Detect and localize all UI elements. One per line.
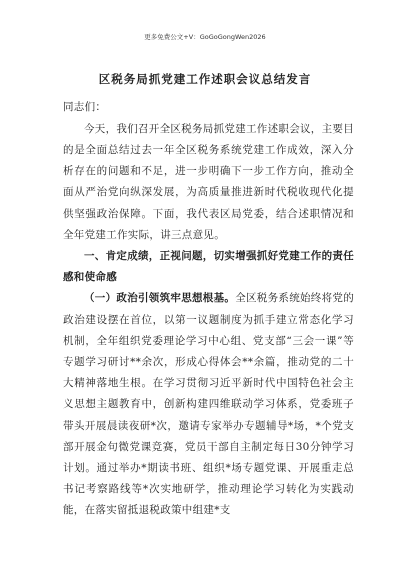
subsection-body: 全区税务系统始终将党的政治建设摆在首位，以第一议题制度为抓手建立常态化学习机制，全年组织党委理论学习中心组、党支部“三会一课”等专题学习研讨**余次，形成心得体会**余篇，推动党的二十大精神落地生根。在学习贯彻习近平新时代中国特色社会主义思想主题教育中，创新构建四维联动学习体系，党委班子带头开展晨读夜研*次，邀请专家举办专题辅导*场，*个党支部开展金句微党课竞赛，党员干部自主制定每日30分钟学习计划。通过举办*期读书班、组织*场专题党课、开展重走总书记考察路线等*次实地研学，推动理论学习转化为实践动能，在落实留抵退税政策中组建*支	[63, 292, 355, 517]
document-title: 区税务局抓党建工作述职会议总结发言	[98, 72, 312, 86]
subsection-lead: （一）政治引领筑牢思想根基。	[84, 292, 236, 305]
document-body	[63, 97, 354, 522]
header-note: 更多免费公文+V：GoGoGongWen2026	[144, 33, 266, 41]
intro-paragraph: 今天，我们召开全区税务局抓党建工作述职会议，主要目的是全面总结过去一年全区税务系统党建工作成效，深入分析存在的问题和不足，进一步明确下一步工作方向，推动全面从严治党向纵深发展，为高质量推进新时代税收现代化提供坚强政治保障。下面，我代表区局党委，结合述职情况和全年党建工作实际，讲三点意见。	[63, 122, 354, 241]
salutation: 同志们：	[63, 101, 107, 113]
section-heading: 一、肯定成绩，正视问题，切实增强抓好党建工作的责任感和使命感	[63, 249, 354, 284]
subsection-paragraph	[63, 288, 354, 521]
